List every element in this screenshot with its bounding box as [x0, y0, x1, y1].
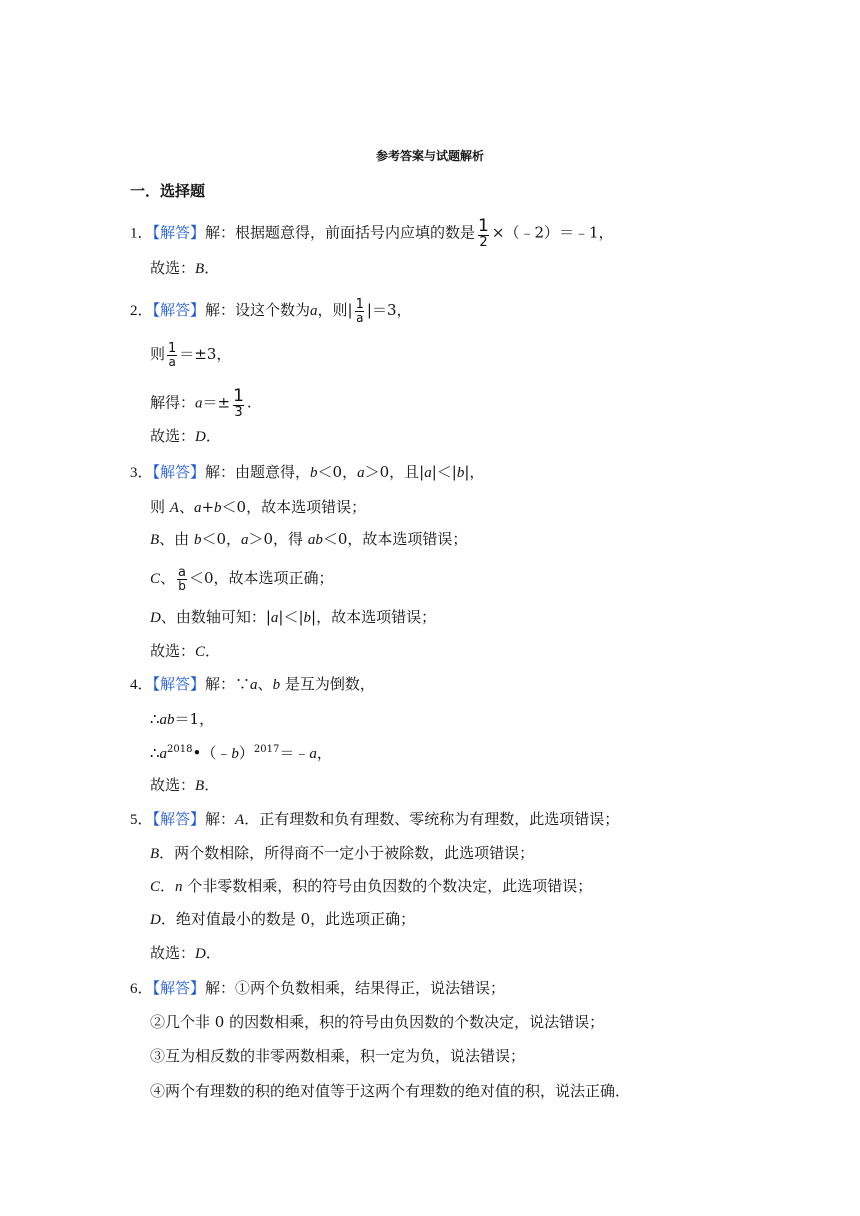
q2-line-2-suffix: ＝±3，	[179, 345, 232, 363]
q6-text-1: 解：①两个负数相乘，结果得正，说法错误；	[205, 979, 506, 997]
q3-text-5	[150, 608, 436, 626]
q5-text-3	[150, 877, 592, 895]
math-text-segment: 则	[150, 498, 170, 516]
q5-answer-choice: D	[195, 946, 206, 962]
math-text-segment: ＜0，故本选项错误；	[221, 498, 367, 516]
q2-fraction-numerator: 1	[355, 297, 364, 312]
q3-line-4-separator: 、	[160, 569, 176, 587]
q5-answer-prefix: 故选：	[150, 944, 196, 962]
q3-line-3	[150, 529, 467, 550]
q2-line-2-denominator: a	[168, 355, 176, 369]
math-text-segment: +	[201, 498, 215, 516]
q2-text-a: 解：设这个数为	[205, 301, 311, 319]
math-text-segment: ＜0，故本选项错误；	[322, 530, 468, 548]
q6-line-4	[150, 1081, 630, 1101]
q3-answer-line	[150, 641, 220, 662]
q3-line-1	[130, 462, 484, 483]
math-text-segment: ab	[307, 532, 323, 548]
math-text-segment: 、由数轴可知：|	[160, 608, 271, 626]
math-text-segment: ．两个数相除，所得商不一定小于被除数，此选项错误；	[159, 844, 535, 862]
q5-answer-line	[150, 943, 221, 964]
q4-line-3-result: a	[309, 746, 317, 762]
q2-variable: a	[310, 303, 318, 319]
math-text-segment: ＝1，	[174, 710, 215, 728]
q4-line-3-base-a: a	[159, 746, 168, 762]
q1-number: 1．	[130, 225, 153, 242]
q2-line-3-denominator: 3	[234, 405, 243, 420]
math-text-segment: a	[270, 610, 279, 626]
math-text-segment: ＜0，	[317, 463, 358, 481]
q3-line-4-option: C	[150, 571, 161, 587]
q5-number: 5．	[130, 812, 153, 828]
math-text-segment: A	[169, 500, 179, 516]
q4-answer-choice: B	[195, 778, 205, 794]
q4-line-3-suffix: ，	[316, 744, 332, 762]
q6-answer-tag: 【解答】	[152, 979, 206, 997]
math-text-segment: 解：∵	[205, 675, 251, 693]
q6-line-1	[130, 978, 505, 999]
section-heading: 一．选择题	[130, 182, 206, 200]
q1-answer-prefix: 故选：	[150, 259, 196, 277]
q2-answer-choice: D	[195, 429, 206, 445]
q1-answer-suffix: ．	[204, 259, 220, 277]
math-text-segment: A	[235, 812, 245, 828]
math-text-segment: ＞0，且|	[364, 463, 425, 481]
math-text-segment: 是互为倒数，	[280, 675, 375, 693]
q4-line-2	[150, 709, 214, 730]
q5-line-2	[150, 843, 534, 864]
math-text-segment: a	[241, 532, 249, 548]
math-text-segment: ．正有理数和负有理数、零统称为有理数，此选项错误；	[244, 810, 620, 828]
q4-line-3-therefore: ∴	[150, 744, 160, 762]
q1-answer-tag: 【解答】	[152, 223, 206, 242]
q3-answer-prefix: 故选：	[150, 642, 196, 660]
q1-line-1	[130, 218, 614, 249]
math-text-segment: 解：	[205, 810, 236, 828]
math-text-segment: |，故本选项错误；	[311, 608, 437, 626]
q4-answer-line	[150, 775, 219, 796]
q3-line-4-suffix: ＜0，故本选项正确；	[189, 569, 334, 587]
math-text-segment: b	[303, 610, 312, 626]
math-text-segment: B	[150, 532, 160, 548]
q4-text-2	[150, 710, 214, 728]
q4-line-3-equals: ＝﹣	[279, 744, 310, 762]
q1-fraction-numerator: 1	[478, 216, 489, 236]
math-text-segment: ab	[159, 712, 175, 728]
q1-answer-choice: B	[195, 261, 205, 277]
q4-line-1	[130, 674, 375, 695]
q3-line-4-fraction	[177, 566, 187, 592]
q2-line-3	[150, 388, 252, 419]
q3-answer-choice: C	[195, 644, 206, 660]
q5-answer-tag: 【解答】	[152, 810, 206, 828]
math-text-segment: ．	[160, 877, 176, 895]
math-text-segment: ＞0，得	[248, 530, 308, 548]
q6-line-2	[150, 1012, 604, 1032]
q2-line-3-variable: a	[195, 395, 203, 412]
math-text-segment: n	[175, 879, 183, 895]
q3-text-3	[150, 530, 467, 548]
q4-line-3-exponent-1: 2018	[167, 744, 193, 755]
q3-line-4-numerator: a	[178, 565, 186, 580]
math-text-segment: D	[150, 912, 161, 928]
q2-answer-tag: 【解答】	[152, 301, 206, 319]
q3-text-2	[150, 498, 366, 516]
q2-fraction-denominator: a	[356, 311, 364, 325]
math-text-segment: b	[456, 465, 465, 481]
math-text-segment: |，	[464, 463, 485, 481]
q3-line-4	[150, 566, 334, 592]
q6-text-3: ③互为相反数的非零两数相乘，积一定为负，说法错误；	[150, 1047, 526, 1065]
q6-number: 6．	[130, 981, 153, 997]
q2-line-1	[130, 298, 412, 324]
q6-text-4: ④两个有理数的积的绝对值等于这两个有理数的绝对值的积，说法正确．	[150, 1082, 631, 1100]
q5-line-4	[150, 909, 415, 930]
q3-answer-tag: 【解答】	[152, 463, 206, 481]
q1-text-a: 解：根据题意得，前面括号内应填的数是	[205, 223, 476, 242]
q1-fraction-denominator: 2	[479, 235, 488, 250]
q2-answer-prefix: 故选：	[150, 427, 196, 445]
math-text-segment: a	[357, 465, 365, 481]
math-text-segment: b	[214, 500, 222, 516]
math-text-segment: b	[272, 677, 281, 693]
math-text-segment: C	[150, 879, 161, 895]
math-text-segment: D	[150, 610, 161, 626]
q4-line-3-dot-paren: •（﹣	[192, 744, 232, 762]
q2-text-c: |＝3，	[366, 301, 412, 319]
math-text-segment: 、	[257, 675, 273, 693]
q5-text-1	[205, 810, 619, 828]
q5-text-4	[150, 910, 415, 928]
math-text-segment: B	[150, 846, 160, 862]
q4-line-3-exponent-2: 2017	[253, 744, 280, 755]
q3-line-4-denominator: b	[178, 579, 186, 593]
math-text-segment: ．绝对值最小的数是 0，此选项正确；	[160, 910, 416, 928]
math-text-segment: a	[250, 677, 258, 693]
q2-number: 2．	[130, 303, 153, 319]
q2-line-3-numerator: 1	[233, 386, 244, 406]
q4-line-3	[150, 743, 332, 764]
q3-text-1	[205, 463, 484, 481]
q6-text-2: ②几个非 0 的因数相乘，积的符号由负因数的个数决定，说法错误；	[150, 1013, 605, 1031]
q1-answer-line	[150, 258, 219, 279]
q2-answer-line	[150, 426, 221, 447]
q3-line-2	[150, 497, 366, 518]
q4-line-3-base-b: b	[231, 746, 239, 762]
q2-line-2-numerator: 1	[168, 341, 177, 356]
math-text-segment: 个非零数相乘，积的符号由负因数的个数决定，此选项错误；	[182, 877, 593, 895]
math-text-segment: b	[310, 465, 318, 481]
q2-line-2	[150, 342, 231, 368]
q5-answer-suffix: ．	[205, 944, 221, 962]
q5-line-1	[130, 809, 619, 830]
math-text-segment: a	[193, 500, 202, 516]
q2-answer-suffix: ．	[205, 427, 221, 445]
q5-line-3	[150, 876, 592, 897]
q3-line-5	[150, 607, 436, 628]
math-text-segment: 、由	[159, 530, 194, 548]
math-text-segment: b	[193, 532, 202, 548]
q2-fraction	[355, 298, 365, 324]
q1-fraction	[477, 218, 490, 249]
q4-answer-prefix: 故选：	[150, 776, 196, 794]
q3-answer-suffix: ．	[205, 642, 221, 660]
math-text-segment: |＜|	[278, 608, 304, 626]
q2-line-2-prefix: 则	[150, 345, 166, 363]
q2-line-2-fraction	[167, 342, 177, 368]
q4-answer-suffix: ．	[204, 776, 220, 794]
q2-line-3-fraction	[232, 388, 245, 419]
q4-answer-tag: 【解答】	[152, 675, 206, 693]
q3-number: 3．	[130, 465, 153, 481]
q2-line-3-operator: ＝±	[202, 393, 231, 412]
q6-line-3	[150, 1046, 525, 1066]
page-title: 参考答案与试题解析	[375, 149, 484, 163]
q4-line-3-close-paren: ）	[238, 744, 254, 762]
math-text-segment: ＜0，	[201, 530, 241, 548]
q5-text-2	[150, 844, 534, 862]
q4-text-1	[205, 675, 375, 693]
q2-line-3-prefix: 解得：	[150, 393, 196, 412]
math-text-segment: 、	[178, 498, 194, 516]
math-text-segment: a	[424, 465, 432, 481]
math-text-segment: 解：由题意得，	[205, 463, 311, 481]
q1-text-b: ×（﹣2）＝﹣1，	[491, 223, 614, 242]
math-text-segment: ∴	[150, 710, 160, 728]
q2-text-b: ，则|	[317, 301, 353, 319]
q4-number: 4．	[130, 677, 153, 693]
math-text-segment: |＜|	[431, 463, 457, 481]
q2-line-3-suffix: .	[246, 393, 252, 412]
